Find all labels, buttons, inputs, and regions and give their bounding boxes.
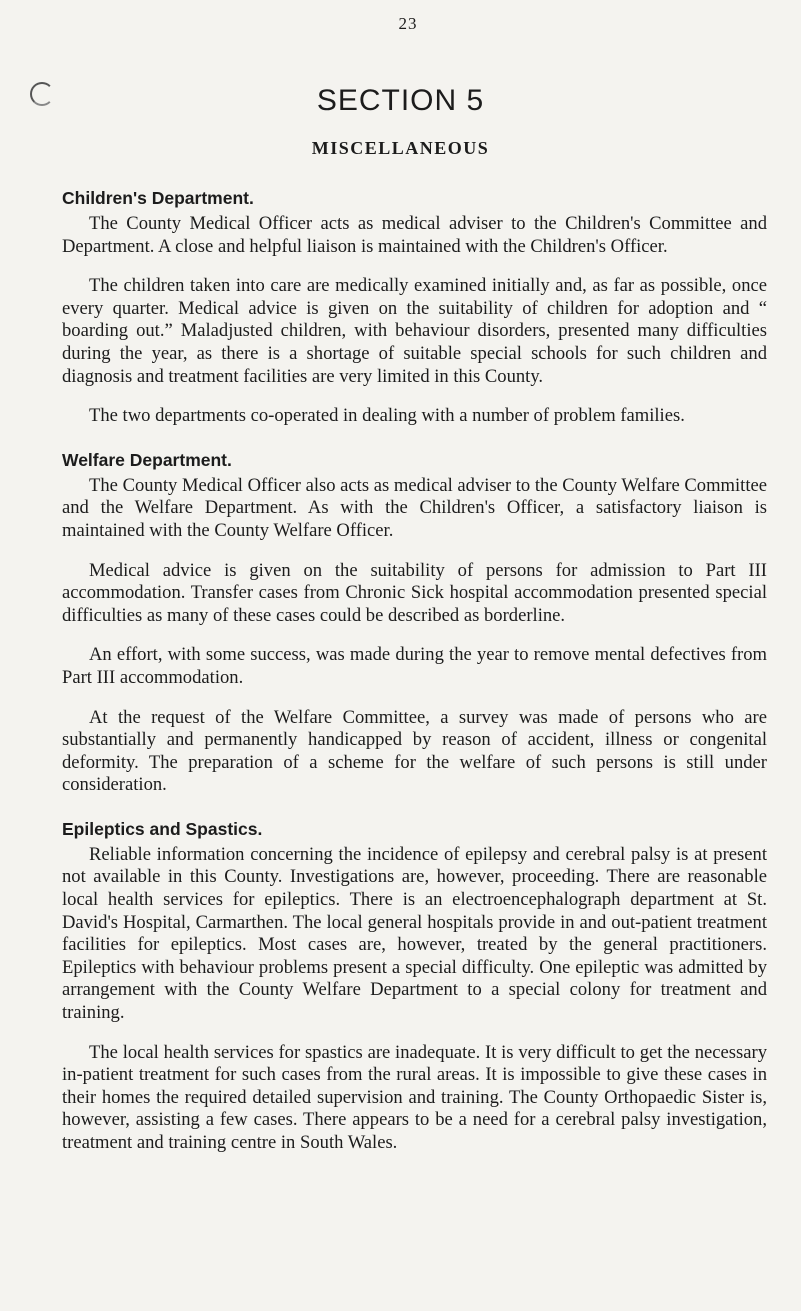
page-number: 23 (398, 14, 418, 33)
paragraph: At the request of the Welfare Committee, a survey was made of persons who are substantially and permanently handicapped by reason of accident, illness or congenital deformity. The preparation of a scheme for the welfare of such persons is still under consideration. (62, 706, 767, 796)
document-body (62, 188, 767, 1177)
paragraph: The County Medical Officer also acts as medical adviser to the County Welfare Committee and the Welfare Department. As with the Children's Officer, a satisfactory liaison is maintained with the County Welfare Officer. (62, 474, 767, 541)
section-title: SECTION 5 (316, 84, 485, 117)
paragraph: An effort, with some success, was made during the year to remove mental defectives from Part III accommodation. (62, 644, 767, 688)
paragraph: The children taken into care are medically examined initially and, as far as possible, once every quarter. Medical advice is given on the suitability of children for adoption and “ boarding out.” Maladjusted children, with behaviour disorders, presented many difficulties during the year, as there is a shortage of suitable special schools for such children and diagnosis and treatment facilities are very limited in this County. (62, 275, 767, 387)
paragraph: Reliable information concerning the incidence of epilepsy and cerebral palsy is at present not available in this County. Investigations are, however, proceeding. There are reasonable local health services for epileptics. There is an electroencephalograph department at St. David's Hospital, Carmarthen. The local general hospitals provide in and out-patient treatment facilities for epileptics. Most cases are, however, treated by the general practitioners. Epileptics with behaviour problems present a special difficulty. One epileptic was admitted by arrangement with the County Welfare Department to a special colony for treatment and training. (62, 843, 767, 1024)
paragraph: The County Medical Officer acts as medical adviser to the Children's Committee and Department. A close and helpful liaison is maintained with the Children's Officer. (62, 213, 767, 257)
section-heading: Children's Department. (62, 188, 254, 208)
section-childrens-department (62, 188, 767, 428)
section-epileptics-and-spastics (62, 819, 767, 1155)
paragraph: Medical advice is given on the suitability of persons for admission to Part III accommodation. Transfer cases from Chronic Sick hospital accommodation presented special difficulties as many of these cases could be described as borderline. (62, 559, 767, 626)
section-subtitle: MISCELLANEOUS (311, 138, 490, 158)
section-welfare-department (62, 450, 767, 797)
section-heading: Epileptics and Spastics. (62, 818, 263, 839)
paragraph: The local health services for spastics are inadequate. It is very difficult to get the necessary in-patient treatment for such cases from the rural areas. It is impossible to give these cases in their homes the required detailed supervision and training. The County Orthopaedic Sister is, however, assisting a few cases. There appears to be a need for a cerebral palsy investigation, treatment and training centre in South Wales. (62, 1041, 767, 1153)
section-heading: Welfare Department. (62, 449, 232, 470)
paragraph: The two departments co-operated in dealing with a number of problem families. (89, 405, 685, 427)
